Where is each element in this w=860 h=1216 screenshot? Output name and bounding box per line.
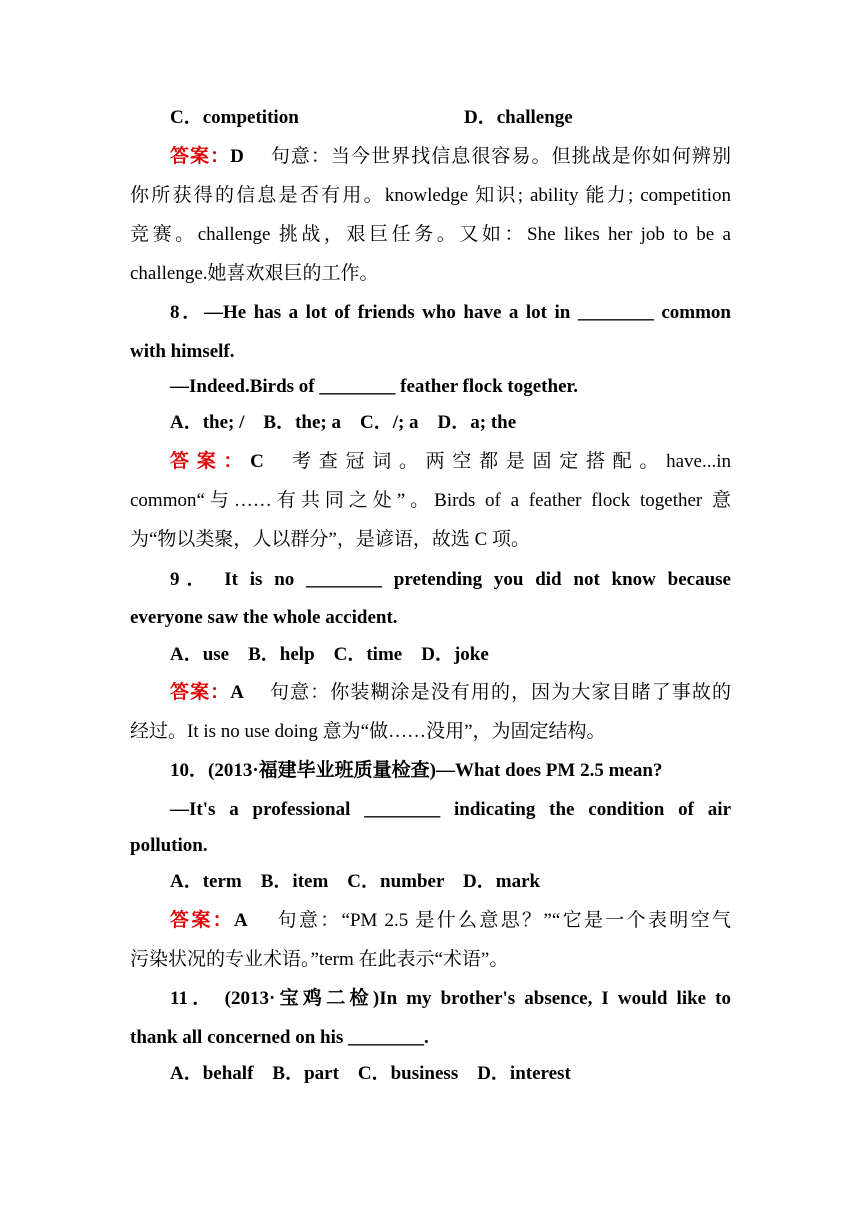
q10-stem: 10．(2013·福建毕业班质量检查)—What does PM 2.5 mean? [170, 760, 663, 781]
q9-stem: everyone saw the whole accident. [130, 607, 398, 628]
q10-answer [170, 908, 731, 934]
answer-label: 答案： [170, 146, 231, 167]
explanation-text: 考 查 冠 词 。 两 空 都 是 固 定 搭 配 。 have...in [292, 451, 731, 472]
q8-answer [170, 449, 731, 475]
q8-stem: with himself. [130, 341, 235, 362]
q10-reply: pollution. [130, 835, 208, 856]
q7-answer [170, 144, 731, 170]
q9-options: A．use B．help C．time D．joke [170, 644, 489, 665]
q10-options: A．term B．item C．number D．mark [170, 871, 541, 892]
explanation-text: 句意：当今世界找信息很容易。但挑战是你如何辨别 [270, 146, 731, 167]
q8-options: A．the; / B．the; a C．/; a D．a; the [170, 412, 517, 433]
explanation-text: 句意：你装糊涂是没有用的，因为大家目睹了事故的 [270, 682, 731, 703]
explanation-text: common“与……有共同之处”。Birds of a feather flock together 意 [130, 490, 731, 511]
answer-label: 答案： [170, 682, 231, 703]
answer-key: C [250, 451, 264, 472]
q7-option-d: D．challenge [464, 107, 573, 128]
q11-options: A．behalf B．part C．business D．interest [170, 1063, 571, 1084]
answer-key: A [234, 910, 247, 931]
explanation-text: 你所获得的信息是否有用。knowledge 知识; ability 能力; competition [130, 185, 731, 206]
explanation-text: challenge.她喜欢艰巨的工作。 [130, 263, 379, 284]
answer-label: 答 案 ： [170, 451, 244, 472]
explanation-text: 句意：“PM 2.5 是什么意思？”“它是一个表明空气 [277, 910, 731, 931]
answer-key: D [230, 146, 244, 167]
q11-stem: 11． (2013·宝鸡二检)In my brother's absence, I would like to [170, 988, 731, 1009]
explanation-text: 为“物以类聚，人以群分”，是谚语，故选 C 项。 [130, 529, 531, 550]
q11-stem: thank all concerned on his ________. [130, 1027, 429, 1048]
q10-reply: —It's a professional ________ indicating the condition of air [170, 799, 731, 820]
explanation-text: 污染状况的专业术语。”term 在此表示“术语”。 [130, 949, 509, 970]
explanation-text: 竞赛。challenge 挑战，艰巨任务。又如：She likes her job to be a [130, 224, 731, 245]
q9-stem: 9． It is no ________ pretending you did not know because [170, 569, 731, 590]
q9-answer [170, 680, 731, 706]
q7-options-cd [170, 105, 731, 131]
q7-option-c: C．competition [170, 107, 299, 128]
explanation-text: 经过。It is no use doing 意为“做……没用”，为固定结构。 [130, 721, 606, 742]
answer-key: A [230, 682, 243, 703]
answer-label: 答案： [170, 910, 235, 931]
q8-reply: —Indeed.Birds of ________ feather flock together. [170, 376, 578, 397]
q8-stem: 8．—He has a lot of friends who have a lot in ________ common [170, 302, 731, 323]
